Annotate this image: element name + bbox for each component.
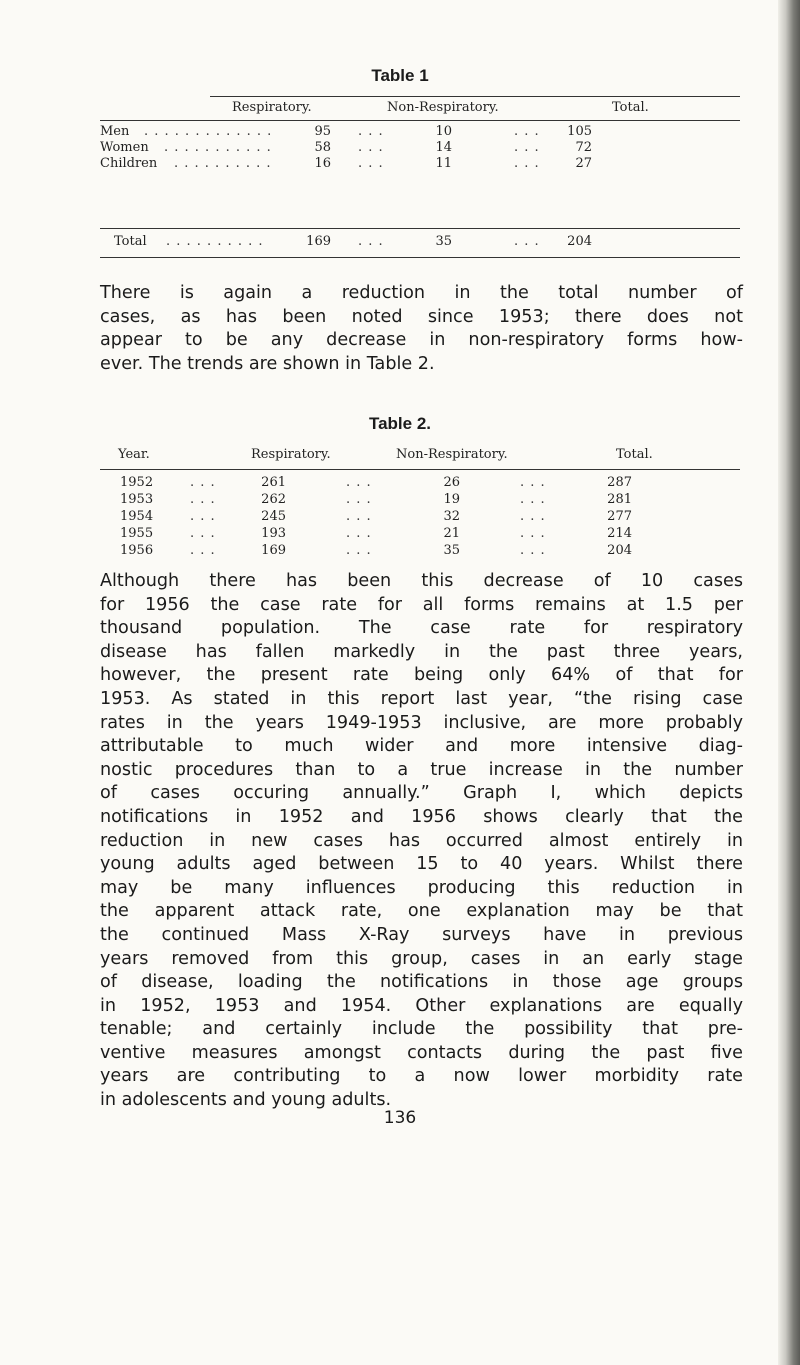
total-respiratory: 169 bbox=[306, 234, 331, 249]
row-label: Women bbox=[100, 140, 149, 155]
text-line: in 1952, 1953 and 1954. Other explanations are equally bbox=[100, 995, 743, 1016]
text-line: ventive measures amongst contacts during the past five bbox=[100, 1042, 743, 1063]
text-line: disease has fallen markedly in the past three years, bbox=[100, 641, 743, 662]
cell-respiratory: 261 bbox=[261, 475, 286, 490]
cell-non-respiratory: 32 bbox=[443, 509, 460, 524]
table1-total-rule-top bbox=[100, 228, 740, 229]
cell-respiratory: 58 bbox=[314, 140, 331, 155]
cell-non-respiratory: 10 bbox=[435, 124, 452, 139]
cell-year: 1954 bbox=[120, 509, 154, 524]
cell-respiratory: 95 bbox=[314, 124, 331, 139]
text-line: years removed from this group, cases in an early stage bbox=[100, 948, 743, 969]
text-line: for 1956 the case rate for all forms remains at 1.5 per bbox=[100, 594, 743, 615]
cell-total: 214 bbox=[607, 526, 632, 541]
cell-respiratory: 16 bbox=[314, 156, 331, 171]
cell-respiratory: 169 bbox=[261, 543, 286, 558]
cell-non-respiratory: 35 bbox=[443, 543, 460, 558]
text-line: in adolescents and young adults. bbox=[100, 1090, 392, 1111]
text-line: attributable to much wider and more intensive diag- bbox=[100, 736, 743, 757]
table2-header-non-respiratory: Non-Respiratory. bbox=[396, 447, 508, 462]
cell-year: 1953 bbox=[120, 492, 154, 507]
text-line: the apparent attack rate, one explanation may be that bbox=[100, 901, 743, 922]
table1: Respiratory. Non-Respiratory. Total. Men . . . . . . . . . . . . . 95 . . . 10 . . . 105 Women . . . . . . . . . . . 58 . . . 14 . . . 72 Children . . . . . . . . . . 16 . . . 11 . . . 27 Total . . . . . . . . . . 169 . . . 35 . . . 204 bbox=[100, 96, 740, 266]
table1-bottom-rule bbox=[100, 257, 740, 258]
cell-non-respiratory: 14 bbox=[435, 140, 452, 155]
row-label: Children bbox=[100, 156, 158, 171]
text-line: young adults aged between 15 to 40 years. Whilst there bbox=[100, 854, 743, 875]
cell-respiratory: 193 bbox=[261, 526, 286, 541]
table2-title: Table 2. bbox=[368, 414, 432, 433]
text-line: ever. The trends are shown in Table 2. bbox=[100, 353, 435, 374]
text-line: rates in the years 1949-1953 inclusive, are more probably bbox=[100, 712, 743, 733]
cell-total: 27 bbox=[575, 156, 592, 171]
text-line: tenable; and certainly include the possibility that pre- bbox=[100, 1019, 743, 1040]
text-line: of disease, loading the notifications in those age groups bbox=[100, 972, 743, 993]
text-line: the continued Mass X-Ray surveys have in previous bbox=[100, 924, 743, 945]
cell-year: 1952 bbox=[120, 475, 154, 490]
cell-year: 1955 bbox=[120, 526, 154, 541]
text-line: cases, as has been noted since 1953; there does not bbox=[100, 306, 743, 327]
cell-total: 277 bbox=[607, 509, 632, 524]
paragraph-trends bbox=[100, 282, 743, 376]
total-label: Total bbox=[114, 234, 147, 249]
row-label: Men bbox=[100, 124, 130, 139]
text-line: however, the present rate being only 64% of that for bbox=[100, 665, 743, 686]
text-line: of cases occuring annually.” Graph I, which depicts bbox=[100, 783, 743, 804]
cell-non-respiratory: 26 bbox=[443, 475, 460, 490]
table2-header-year: Year. bbox=[118, 447, 150, 462]
page-number: 136 bbox=[383, 1108, 417, 1128]
text-line: There is again a reduction in the total number of bbox=[100, 283, 743, 303]
table2: Year. Respiratory. Non-Respiratory. Total. 1952 . . . 261 . . . 26 . . . 287 1953 . . . 262 . . . 19 . . . 281 1954 . . . 245 . . . 32 . . . 277 1955 . . . 193 . . . 21 . . . 214 1956 . . . 169 . . . 35 . . . 204 bbox=[100, 445, 740, 595]
cell-total: 72 bbox=[575, 140, 592, 155]
text-line: notifications in 1952 and 1956 shows clearly that the bbox=[100, 806, 743, 827]
text-line: may be many influences producing this reduction in bbox=[100, 877, 743, 898]
table1-top-rule bbox=[210, 96, 740, 97]
table1-header-rule bbox=[100, 120, 740, 121]
cell-total: 287 bbox=[607, 475, 632, 490]
text-line: 1953. As stated in this report last year, “the rising case bbox=[100, 688, 743, 709]
text-line: appear to be any decrease in non-respiratory forms how- bbox=[100, 330, 743, 351]
table2-header-rule bbox=[100, 469, 740, 470]
total-non-respiratory: 35 bbox=[435, 234, 452, 249]
cell-non-respiratory: 11 bbox=[435, 156, 452, 171]
cell-total: 281 bbox=[607, 492, 632, 507]
table1-header-total: Total. bbox=[612, 100, 649, 115]
paragraph-discussion bbox=[100, 570, 743, 1113]
cell-non-respiratory: 19 bbox=[443, 492, 460, 507]
cell-non-respiratory: 21 bbox=[443, 526, 460, 541]
text-line: years are contributing to a now lower morbidity rate bbox=[100, 1066, 743, 1087]
text-line: Although there has been this decrease of 10 cases bbox=[100, 571, 743, 591]
text-line: reduction in new cases has occurred almost entirely in bbox=[100, 830, 743, 851]
cell-respiratory: 262 bbox=[261, 492, 286, 507]
cell-respiratory: 245 bbox=[261, 509, 286, 524]
table1-header-respiratory: Respiratory. bbox=[232, 100, 312, 115]
table2-header-total: Total. bbox=[616, 447, 653, 462]
text-line: thousand population. The case rate for respiratory bbox=[100, 618, 743, 639]
scanned-page-edge bbox=[778, 0, 800, 1365]
cell-year: 1956 bbox=[120, 543, 154, 558]
cell-total: 204 bbox=[607, 543, 632, 558]
table1-header-non-respiratory: Non-Respiratory. bbox=[387, 100, 499, 115]
table2-header-respiratory: Respiratory. bbox=[251, 447, 331, 462]
cell-total: 105 bbox=[567, 124, 592, 139]
table1-title: Table 1 bbox=[371, 66, 429, 85]
text-line: nostic procedures than to a true increase in the number bbox=[100, 759, 743, 780]
total-total: 204 bbox=[567, 234, 592, 249]
